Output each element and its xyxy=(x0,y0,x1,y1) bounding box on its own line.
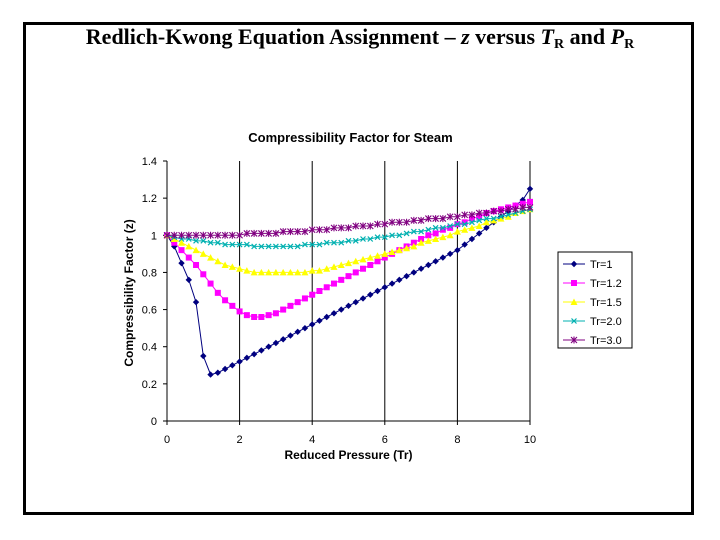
x-axis-label: Reduced Pressure (Tr) xyxy=(284,448,413,462)
x-tick-label: 2 xyxy=(236,434,243,446)
y-tick-label: 0.6 xyxy=(141,304,157,317)
title-t-sub: R xyxy=(554,37,565,52)
chart-title: Compressibility Factor for Steam xyxy=(248,130,453,145)
plot-area xyxy=(167,161,530,421)
data-point xyxy=(193,262,199,268)
data-point xyxy=(353,269,359,275)
legend-label: Tr=1.5 xyxy=(590,297,622,309)
data-point xyxy=(280,307,286,313)
legend-marker xyxy=(571,280,577,286)
plot-background xyxy=(167,161,530,421)
x-tick-label: 0 xyxy=(163,434,171,446)
data-point xyxy=(309,292,315,298)
title-versus: versus xyxy=(469,24,541,49)
data-point xyxy=(208,281,214,287)
data-point xyxy=(375,258,381,264)
data-point xyxy=(346,273,352,279)
data-point xyxy=(324,284,330,290)
y-tick-label: 0.4 xyxy=(141,341,157,354)
data-point xyxy=(186,255,192,261)
data-point xyxy=(273,310,279,316)
data-point xyxy=(251,314,257,320)
y-tick-label: 0.2 xyxy=(141,378,157,391)
x-tick-label: 4 xyxy=(309,434,316,446)
title-t: T xyxy=(540,24,554,49)
x-tick-label: 10 xyxy=(523,434,537,446)
data-point xyxy=(331,281,337,287)
data-point xyxy=(295,299,301,305)
x-tick-label: 8 xyxy=(454,434,461,446)
y-tick-label: 0.8 xyxy=(141,267,157,280)
data-point xyxy=(200,271,206,277)
title-main: Redlich-Kwong Equation Assignment – xyxy=(85,24,462,49)
legend-label: Tr=1.2 xyxy=(590,278,622,290)
title-p-sub: R xyxy=(624,37,635,52)
title-p: P xyxy=(610,24,625,49)
data-point xyxy=(244,312,250,318)
legend-label: Tr=1 xyxy=(590,259,613,271)
data-point xyxy=(360,266,366,272)
data-point xyxy=(179,247,185,253)
y-tick-label: 0 xyxy=(150,416,157,428)
y-tick-label: 1.4 xyxy=(141,156,157,168)
data-point xyxy=(229,303,235,309)
data-point xyxy=(302,295,308,301)
data-point xyxy=(287,303,293,309)
data-point xyxy=(367,262,373,268)
data-point xyxy=(222,297,228,303)
y-tick-label: 1 xyxy=(150,230,157,243)
legend-label: Tr=3.0 xyxy=(590,335,622,347)
data-point xyxy=(258,314,264,320)
legend-label: Tr=2.0 xyxy=(590,316,622,328)
data-point xyxy=(316,288,322,294)
data-point xyxy=(266,312,272,318)
title-z: z xyxy=(461,24,470,49)
chart-legend xyxy=(558,252,632,348)
data-point xyxy=(237,308,243,314)
title-and: and xyxy=(564,24,611,49)
y-axis-label: Compressibility Factor (z) xyxy=(122,219,136,367)
data-point xyxy=(338,277,344,283)
x-tick-label: 6 xyxy=(381,434,388,446)
y-tick-label: 1.2 xyxy=(141,193,157,206)
data-point xyxy=(215,290,221,296)
